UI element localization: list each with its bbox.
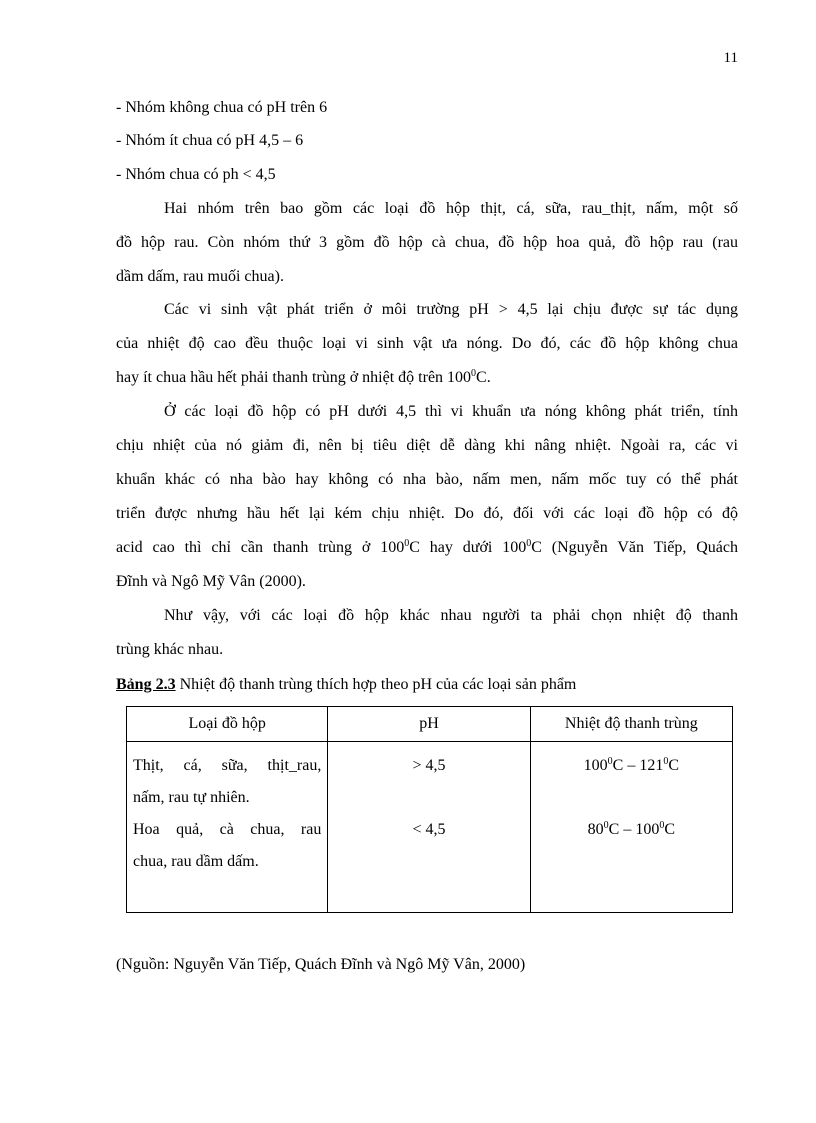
header-product-type: Loại đồ hộp [127, 707, 328, 742]
bullet-acid: - Nhóm chua có ph < 4,5 [116, 166, 276, 183]
table-caption [116, 675, 738, 695]
row2-type-line2: chua, rau dầm dấm. [133, 853, 259, 870]
table-source: (Nguồn: Nguyễn Văn Tiếp, Quách Đĩnh và Ngô Mỹ Vân, 2000) [116, 956, 526, 973]
para2-line2: của nhiệt độ cao đều thuộc loại vi sinh vật ưa nóng. Do đó, các đồ hộp không chua [116, 335, 738, 352]
row1-type-line1: Thịt, cá, sữa, thịt_rau, [133, 757, 322, 774]
row1-temperature: $100^0C - 121^0C$ [583, 756, 679, 774]
row2-temperature: $80^0C - 100^0C$ [587, 820, 675, 838]
para1-line1: Hai nhóm trên bao gồm các loại đồ hộp thịt, cá, sữa, rau_thịt, nấm, một số [164, 200, 738, 217]
para3-line1: Ở các loại đồ hộp có pH dưới 4,5 thì vi khuẩn ưa nóng không phát triển, tính [164, 403, 738, 420]
para2-line3: hay ít chua hầu hết phải thanh trùng ở nhiệt độ trên $100^0C$. [116, 368, 491, 386]
bullet-low-acid: - Nhóm ít chua có pH 4,5 – 6 [116, 132, 304, 149]
row2-type-line1: Hoa quả, cà chua, rau [133, 821, 322, 838]
para2-line1: Các vi sinh vật phát triển ở môi trường pH > 4,5 lại chịu được sự tác dụng [164, 301, 738, 318]
cell-product-type [127, 742, 328, 913]
table-row [127, 742, 733, 913]
para3-line3: khuẩn khác có nha bào hay không có nha bào, nấm men, nấm mốc tuy có thể phát [116, 471, 738, 488]
para1-line3: dầm dấm, rau muối chua). [116, 268, 284, 285]
row1-ph: > 4,5 [412, 757, 446, 774]
header-ph: pH [328, 707, 530, 742]
cell-temperature [530, 742, 732, 913]
table-caption-label: Bảng 2.3 [116, 676, 176, 693]
row2-ph: < 4,5 [412, 821, 446, 838]
para3-line2: chịu nhiệt của nó giảm đi, nên bị tiêu diệt dễ dàng khi nâng nhiệt. Ngoài ra, các vi [116, 437, 738, 454]
cell-ph [328, 742, 530, 913]
para1-line2: đồ hộp rau. Còn nhóm thứ 3 gồm đồ hộp cà chua, đồ hộp hoa quả, đồ hộp rau (rau [116, 234, 738, 251]
sterilization-table [126, 706, 733, 913]
table-caption-text: Nhiệt độ thanh trùng thích hợp theo pH của các loại sản phẩm [175, 676, 577, 693]
page-number: 11 [723, 50, 738, 66]
bullet-non-acid: - Nhóm không chua có pH trên 6 [116, 99, 328, 116]
para3-line5: acid cao thì chỉ cần thanh trùng ở $100^0C$ hay dưới $100^0C$ (Nguyễn Văn Tiếp, Quách [116, 538, 738, 556]
table-header-row [127, 707, 733, 742]
para3-line4: triển được nhưng hầu hết lại kém chịu nhiệt. Do đó, đối với các loại đồ hộp có độ [116, 505, 738, 522]
row1-type-line2: nấm, rau tự nhiên. [133, 789, 250, 806]
para3-line6: Đĩnh và Ngô Mỹ Vân (2000). [116, 573, 306, 590]
para4-line1: Như vậy, với các loại đồ hộp khác nhau người ta phải chọn nhiệt độ thanh [164, 607, 738, 624]
para4-line2: trùng khác nhau. [116, 641, 224, 658]
header-temperature: Nhiệt độ thanh trùng [530, 707, 732, 742]
